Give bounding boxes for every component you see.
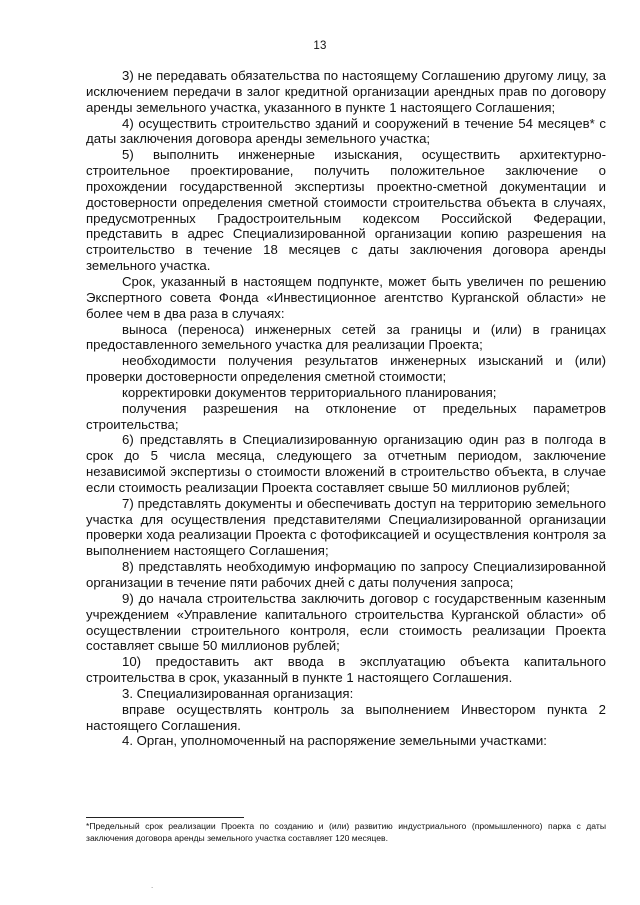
paragraph-item-3: 3) не передавать обязательства по настоящему Соглашению другому лицу, за исключением передачи в залог кредитной организации арендных прав по договору аренды земельного участка, указанного в пункте 1 настоящего Соглашения; [86, 68, 606, 115]
paragraph-item-7: 7) представлять документы и обеспечивать доступ на территорию земельного участка для осуществления представителями Специализированной организации проверки хода реализации Проекта с фотофиксацией и осуществления контроля за выполнением настоящего Соглашения; [86, 495, 606, 559]
footnote-text: *Предельный срок реализации Проекта по созданию и (или) развитию индустриального (промышленного) парка с даты заключения договора аренды земельного участка составляет 120 месяцев. [86, 821, 606, 843]
paragraph-section-3-right: вправе осуществлять контроль за выполнением Инвестором пункта 2 настоящего Соглашения. [86, 701, 606, 733]
paragraph-case-permit: получения разрешения на отклонение от предельных параметров строительства; [86, 400, 606, 432]
paragraph-item-8: 8) представлять необходимую информацию по запросу Специализированной организации в течение пяти рабочих дней с даты получения запроса; [86, 559, 606, 590]
paragraph-case-networks: выноса (переноса) инженерных сетей за границы и (или) в границах предоставленного земельного участка для реализации Проекта; [86, 321, 606, 353]
paragraph-item-9: 9) до начала строительства заключить договор с государственным казенным учреждением «Управление капитального строительства Курганской области» об осуществлении строительного контроля, если стоимость реализации Проекта составляет свыше 50 миллионов рублей; [86, 590, 606, 654]
paragraph-case-planning: корректировки документов территориального планирования; [122, 384, 497, 400]
paragraph-case-surveys: необходимости получения результатов инженерных изысканий и (или) проверки достоверности определения сметной стоимости; [86, 353, 606, 385]
agreement-body-text [86, 68, 606, 749]
page-number: 13 [313, 40, 327, 52]
paragraph-term-extension: Срок, указанный в настоящем подпункте, может быть увеличен по решению Экспертного совета Фонда «Инвестиционное агентство Курганской области» не более чем в два раза в случаях: [86, 273, 606, 321]
paragraph-item-4: 4) осуществить строительство зданий и сооружений в течение 54 месяцев* с даты заключения договора аренды земельного участка; [86, 115, 606, 147]
paragraph-item-5: 5) выполнить инженерные изыскания, осуществить архитектурно-строительное проектирование, получить положительное заключение о прохождении государственной экспертизы проектно-сметной документации и достоверности определения сметной стоимости строительства объекта в случаях, предусмотренных Градостроительным кодексом Российской Федерации, представить в адрес Специализированной организации копию разрешения на строительство в течение 18 месяцев с даты заключения договора аренды земельного участка. [86, 147, 606, 274]
section-heading-3: 3. Специализированная организация: [122, 685, 354, 701]
paragraph-item-10: 10) предоставить акт ввода в эксплуатацию объекта капитального строительства в срок, указанный в пункте 1 настоящего Соглашения. [86, 654, 606, 686]
paragraph-item-6: 6) представлять в Специализированную организацию один раз в полгода в срок до 5 числа месяца, следующего за отчетным периодом, заключение независимой экспертизы о стоимости вложений в строительство объекта, в случае если стоимость реализации Проекта составляет свыше 50 миллионов рублей; [86, 432, 606, 495]
scan-mark: . [151, 881, 154, 890]
section-heading-4: 4. Орган, уполномоченный на распоряжение земельными участками: [122, 733, 547, 749]
footnote-divider [86, 817, 244, 818]
